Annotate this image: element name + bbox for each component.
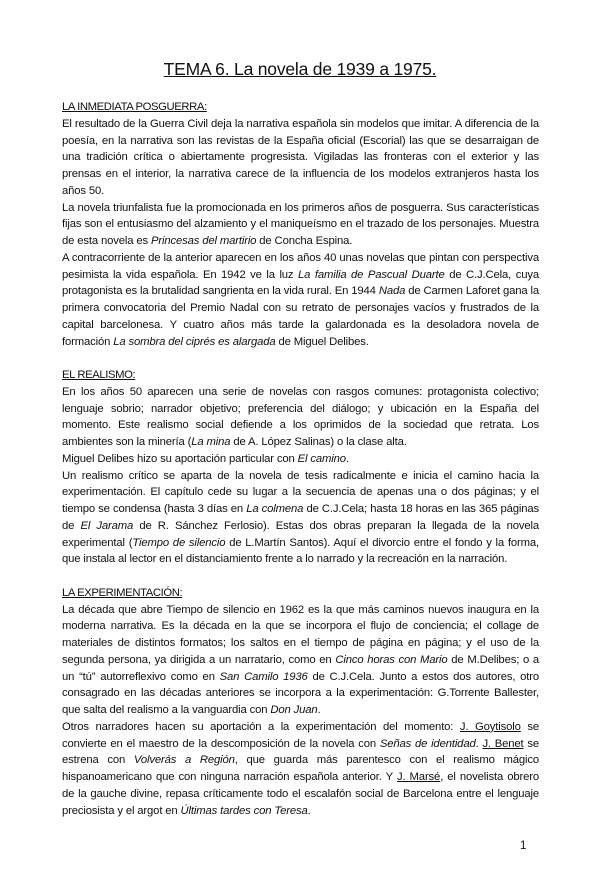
section-heading: EL REALISMO:: [62, 369, 136, 381]
text-run: .: [307, 804, 311, 817]
text-run: de A. López Salinas) o la clase alta.: [230, 436, 407, 448]
work-title: San Camilo 1936: [219, 670, 308, 683]
paragraph: [62, 451, 539, 468]
text-run: de C.J.Cela; hasta 18 horas en las 365 páginas de: [62, 503, 540, 532]
section-heading: LA INMEDIATA POSGUERRA:: [62, 101, 207, 113]
work-title: La colmena: [246, 503, 304, 515]
paragraph: [62, 250, 539, 351]
work-title: Cinco horas con Mario: [335, 653, 448, 666]
paragraph: [62, 200, 539, 250]
paragraph: [62, 719, 539, 820]
text-run: La novela triunfalista fue la promocionada en los primeros años de posguerra. Sus características fijas son el entusiasmo del alzamiento y el maniqueísmo en el trazado de los personajes. Muestra de esta novela es: [62, 201, 539, 247]
work-title: Princesas del martirio: [151, 235, 257, 247]
work-title: Últimas tardes con Teresa: [180, 804, 308, 817]
paragraph: [62, 384, 539, 451]
page-number: 1: [520, 840, 527, 853]
work-title: La sombra del ciprés es alargada: [113, 335, 276, 348]
author-name: J. Marsé: [396, 771, 441, 783]
text-run: de L.Martín Santos). Aquí el divorcio entre el fondo y la forma, que instala al lector en el distanciamiento frente a lo narrado y la recreación en la narración.: [62, 536, 539, 566]
text-run: , el novelista obrero de la gauche divine, repasa críticamente todo el escalafón social de Barcelona entre el lenguaje preciosista y el argot en: [62, 771, 539, 817]
text-run: , que guarda más parentesco con el realismo mágico hispanoamericano que con ninguna narración española anterior. Y: [62, 754, 540, 783]
text-run: de C.J.Cela, cuya protagonista es la brutalidad sangrienta en la vida rural. En 1944: [62, 268, 540, 298]
work-title: Nada: [378, 285, 406, 298]
document-body: [62, 99, 539, 819]
text-run: .: [475, 737, 483, 750]
text-run: .: [345, 452, 349, 465]
paragraph: [62, 602, 539, 719]
author-name: J. Goytisolo: [459, 720, 521, 733]
work-title: El camino: [297, 452, 346, 465]
paragraph: [62, 116, 539, 200]
text-run: de Carmen Laforet gana la primera convocatoria del Premio Nadal con su retrato de personajes vacíos y frustrados de la capital barcelonesa. Y cuatro años más tarde la galardonada es la desoladora novela de formación: [62, 285, 539, 348]
author-name: J. Benet: [482, 737, 524, 750]
document-title: TEMA 6. La novela de 1939 a 1975.: [163, 59, 437, 79]
text-run: Un realismo crítico se aparta de la novela de tesis radicalmente e inicia el camino hacia la experimentación. El capítulo cede su lugar a la secuencia de apenas una o dos páginas; y el tiempo se condensa (hasta 3 días en: [62, 469, 539, 515]
text-run: de R. Sánchez Ferlosio). Estas dos obras preparan la llegada de la novela experimental (: [62, 519, 539, 549]
section: [62, 367, 539, 568]
text-run: de C.J.Cela. Junto a estos dos autores, otro consagrado en las décadas anteriores se incorpora a la experimentación: G.Torrente Ballester, que salta del realismo a la vanguardia con: [62, 670, 539, 716]
work-title: La familia de Pascual Duarte: [298, 268, 445, 281]
work-title: Señas de identidad: [379, 737, 476, 750]
text-run: El resultado de la Guerra Civil deja la narrativa española sin modelos que imitar. A diferencia de la poesía, en la narrativa son las revistas de la España oficial (Escorial) las que se desarraigan de una tradición crítica o abiertamente progresista. Vigiladas las fronteras con el exterior y las prensas en el interior, la narrativa carece de la influencia de los modelos extranjeros hasta los años 50.: [62, 117, 539, 197]
work-title: El Jarama: [80, 519, 134, 532]
text-run: Otros narradores hacen su aportación a la experimentación del momento:: [62, 720, 460, 733]
work-title: Volverás a Región: [133, 754, 235, 767]
text-run: La década que abre Tiempo de silencio en 1962 es la que más caminos nuevos inaugura en la moderna narrativa. Es la década en la que se incorpora el flujo de conciencia; el collage de materiales de distintos formatos; los saltos en el tiempo de página en página; y el uso de la segunda persona, ya dirigida a un narratario, como en: [62, 603, 539, 666]
text-run: .: [317, 704, 321, 716]
text-run: En los años 50 aparecen una serie de novelas con rasgos comunes: protagonista colectivo; lenguaje sobrio; narrador objetivo; preferencia del diálogo; y ubicación en la España del momento. Este realismo social defiende a los oprimidos de la sociedad que retrata. Los ambientes son la minería (: [62, 385, 539, 448]
work-title: Don Juan: [270, 704, 318, 716]
section-heading: LA EXPERIMENTACIÓN:: [62, 586, 183, 599]
text-run: Miguel Delibes hizo su aportación particular con: [62, 452, 298, 465]
work-title: Tiempo de silencio: [132, 536, 226, 549]
text-run: A contracorriente de la anterior aparecen en los años 40 unas novelas que pintan con perspectiva pesimista la vida española. En 1942 ve la luz: [62, 251, 539, 281]
text-run: se convierte en el maestro de la descomposición de la novela con: [62, 720, 540, 750]
text-run: se estrena con: [62, 737, 540, 767]
work-title: La mina: [191, 436, 231, 448]
section: [62, 99, 539, 350]
section: [62, 585, 539, 820]
text-run: de Concha Espina.: [256, 235, 353, 247]
text-run: de M.Delibes; o a un “tú” autorreflexivo como en: [62, 653, 539, 683]
text-run: de Miguel Delibes.: [275, 335, 369, 348]
paragraph: [62, 468, 539, 569]
